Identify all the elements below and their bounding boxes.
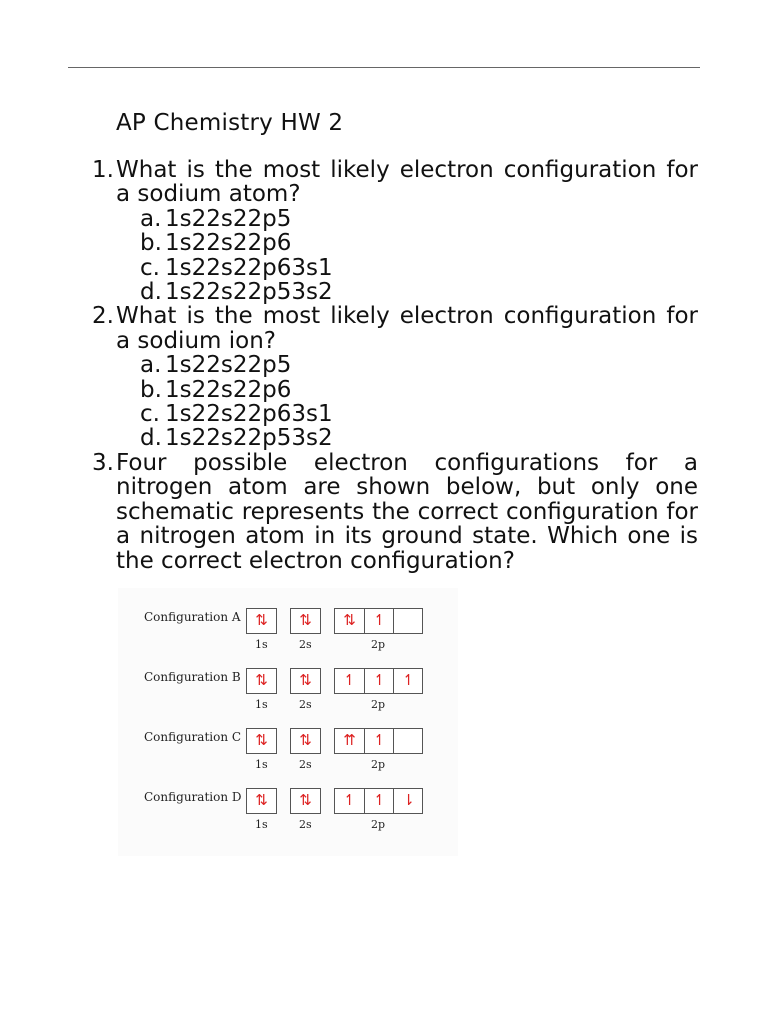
header-rule [68,67,700,68]
electron-arrows: ⇅ [299,671,312,689]
question-list [92,158,698,573]
configuration-label: Configuration D [144,790,242,804]
option-text: 1s22s22p5 [165,205,292,232]
question-text: Four possible electron configurations for a nitrogen atom are shown below, but only one schematic represents the correct configuration for a nitrogen atom in its ground state. Which one is the correct electron configuration? [116,449,698,574]
option [116,378,698,402]
question-1 [92,158,698,304]
question-text: What is the most likely electron configuration for a sodium atom? [116,157,698,208]
option-label: a. [140,352,162,379]
orbital-cell: ↿ [393,669,423,693]
electron-arrows: ⇅ [299,791,312,809]
orbital-label-1s: 1s [255,818,268,831]
orbital-cell: ↿ [364,609,394,633]
option [116,353,698,377]
orbital-label-1s: 1s [255,758,268,771]
electron-arrows: ⇅ [255,671,268,689]
option-label: d. [140,279,162,306]
option-text: 1s22s22p53s2 [165,425,333,452]
option-text: 1s22s22p6 [165,376,292,403]
orbital-box-2s [290,728,321,754]
configuration-b [118,648,458,711]
orbital-cell: ⇈ [343,731,356,749]
orbital-label-2s: 2s [299,818,312,831]
orbital-label-2s: 2s [299,638,312,651]
orbital-box-1s [246,608,277,634]
orbital-label-2p: 2p [371,638,386,651]
orbital-label-2p: 2p [371,758,386,771]
question-number: 1. [92,157,114,183]
option [116,256,698,280]
option-label: b. [140,376,162,403]
configuration-a [118,588,458,651]
option-text: 1s22s22p63s1 [165,254,333,281]
electron-arrows: ⇅ [255,791,268,809]
configuration-d [118,768,458,831]
orbital-cell: ↿ [343,791,356,809]
orbital-box-2s [290,788,321,814]
orbital-cell [393,609,423,633]
option [116,402,698,426]
orbital-cell: ↿ [343,671,356,689]
orbital-label-2p: 2p [371,818,386,831]
option-label: d. [140,425,162,452]
question-number: 3. [92,449,114,476]
option-label: b. [140,230,162,257]
orbital-cell: ↿ [364,669,394,693]
option-text: 1s22s22p6 [165,230,292,257]
orbital-cell: ⇅ [343,611,356,629]
orbital-box-2s [290,608,321,634]
option-text: 1s22s22p63s1 [165,401,333,428]
option-text: 1s22s22p53s2 [165,279,333,306]
orbital-box-1s [246,788,277,814]
orbital-label-2p: 2p [371,698,386,711]
orbital-label-2s: 2s [299,758,312,771]
orbital-label-1s: 1s [255,698,268,711]
orbital-box-2p [334,788,423,814]
option [116,426,698,450]
option-label: a. [140,205,162,232]
configuration-c [118,708,458,771]
orbital-box-2p [334,608,423,634]
electron-arrows: ⇅ [299,611,312,629]
page-title: AP Chemistry HW 2 [116,110,344,136]
question-2 [92,304,698,450]
question-3 [92,451,698,573]
orbital-box-2p [334,728,423,754]
configuration-label: Configuration C [144,730,242,744]
orbital-box-2p [334,668,423,694]
option [116,231,698,255]
electron-arrows: ⇅ [299,731,312,749]
option-text: 1s22s22p5 [165,352,292,379]
orbital-cell: ↿ [364,729,394,753]
orbital-cell [393,729,423,753]
orbital-box-1s [246,668,277,694]
option [116,207,698,231]
configuration-label: Configuration A [144,610,241,624]
question-number: 2. [92,303,114,330]
option-label: c. [140,254,160,281]
orbital-diagram-figure [118,588,458,856]
orbital-label-1s: 1s [255,638,268,651]
orbital-cell: ⇂ [393,789,423,813]
question-text: What is the most likely electron configuration for a sodium ion? [116,303,698,354]
orbital-cell: ↿ [364,789,394,813]
configuration-label: Configuration B [144,670,241,684]
orbital-box-2s [290,668,321,694]
option-label: c. [140,401,160,428]
electron-arrows: ⇅ [255,731,268,749]
orbital-box-1s [246,728,277,754]
electron-arrows: ⇅ [255,611,268,629]
option [116,280,698,304]
orbital-label-2s: 2s [299,698,312,711]
